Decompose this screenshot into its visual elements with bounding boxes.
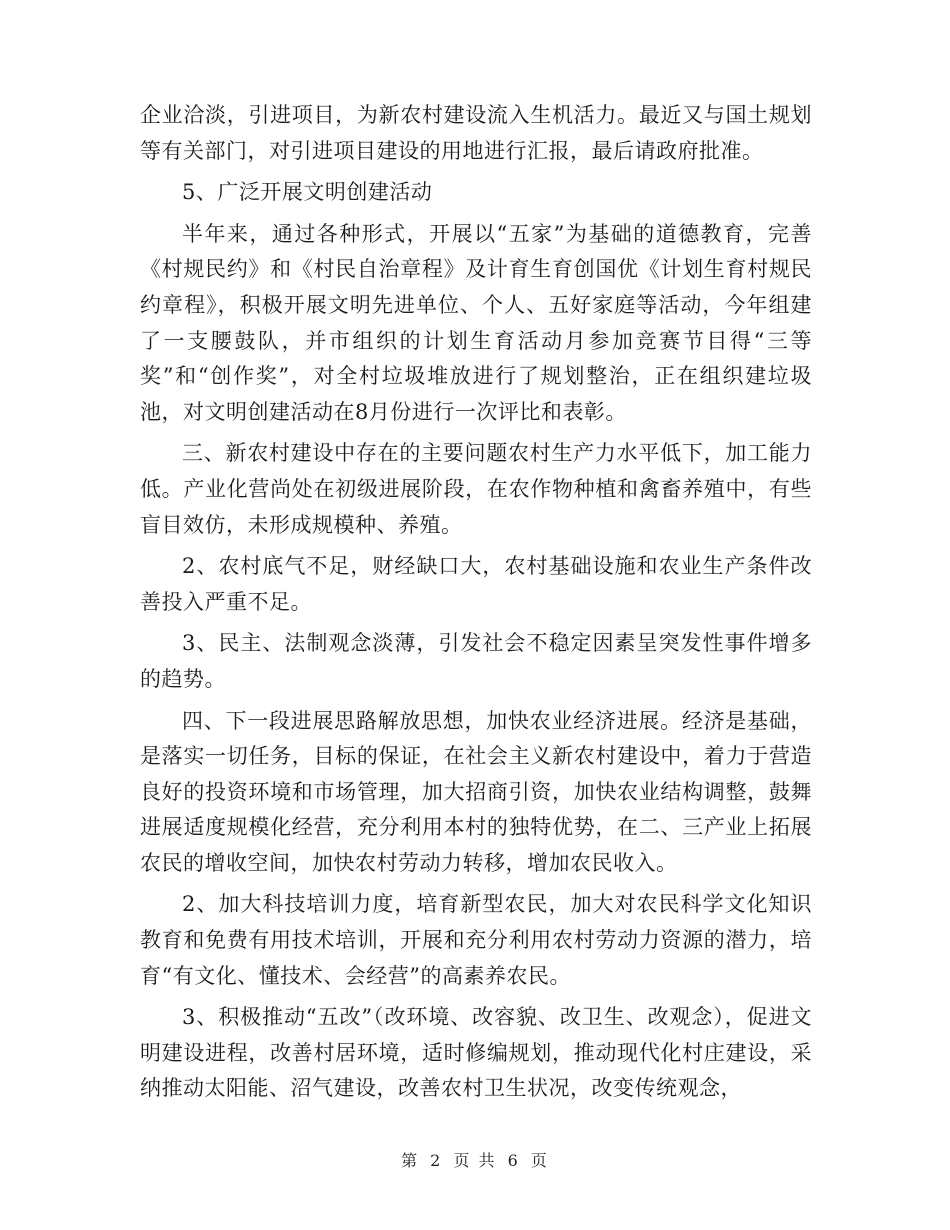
paragraph-step-3: 3、积极推动“五改”（改环境、改容貌、改卫生、改观念），促进文明建设进程，改善村居环境，适时修编规划，推动现代化村庄建设，采纳推动太阳能、沼气建设，改善农村卫生状况，改变传统观念， (140, 1005, 812, 1101)
footer-middle: 页 共 (453, 1151, 497, 1170)
footer-page-number: 2 (430, 1151, 443, 1170)
paragraph-civilization-activities: 半年来，通过各种形式，开展以“五家”为基础的道德教育，完善《村规民约》和《村民自治章程》及计育生育创国优《计划生育村规民约章程》，积极开展文明先进单位、个人、五好家庭等活动，今年组建了一支腰鼓队，并市组织的计划生育活动月参加竞赛节目得“三等奖”和“创作奖”，对全村垃圾堆放进行了规划整治，正在组织建垃圾池，对文明创建活动在8月份进行一次评比和表彰。 (140, 221, 812, 424)
section-heading-civilization: 5、广泛开展文明创建活动 (182, 180, 433, 205)
paragraph-continuation: 企业洽淡，引进项目，为新农村建设流入生机活力。最近又与国土规划等有关部门，对引进项目建设的用地进行汇报，最后请政府批准。 (140, 103, 812, 163)
footer-suffix: 页 (530, 1151, 549, 1170)
document-body (140, 98, 812, 1113)
footer-prefix: 第 (401, 1151, 420, 1170)
paragraph-main-problems: 三、新农村建设中存在的主要问题农村生产力水平低下，加工能力低。产业化营尚处在初级进展阶段，在农作物种植和禽畜养殖中，有些盲目效仿，未形成规模种、养殖。 (140, 441, 812, 537)
page-footer (0, 1148, 950, 1171)
paragraph-next-steps: 四、下一段进展思路解放思想，加快农业经济进展。经济是基础，是落实一切任务，目标的保证，在社会主义新农村建设中，着力于营造良好的投资环境和市场管理，加大招商引资，加快农业结构调整，鼓舞进展适度规模化经营，充分利用本村的独特优势，在二、三产业上拓展农民的增收空间，加快农村劳动力转移，增加农民收入。 (140, 708, 812, 875)
footer-total-pages: 6 (507, 1151, 520, 1170)
paragraph-problem-3: 3、民主、法制观念淡薄，引发社会不稳定因素呈突发性事件增多的趋势。 (140, 631, 812, 691)
paragraph-step-2: 2、加大科技培训力度，培育新型农民，加大对农民科学文化知识教育和免费有用技术培训，开展和充分利用农村劳动力资源的潜力，培育“有文化、懂技术、会经营”的高素养农民。 (140, 892, 812, 988)
paragraph-problem-2: 2、农村底气不足，财经缺口大，农村基础设施和农业生产条件改善投入严重不足。 (140, 554, 812, 614)
